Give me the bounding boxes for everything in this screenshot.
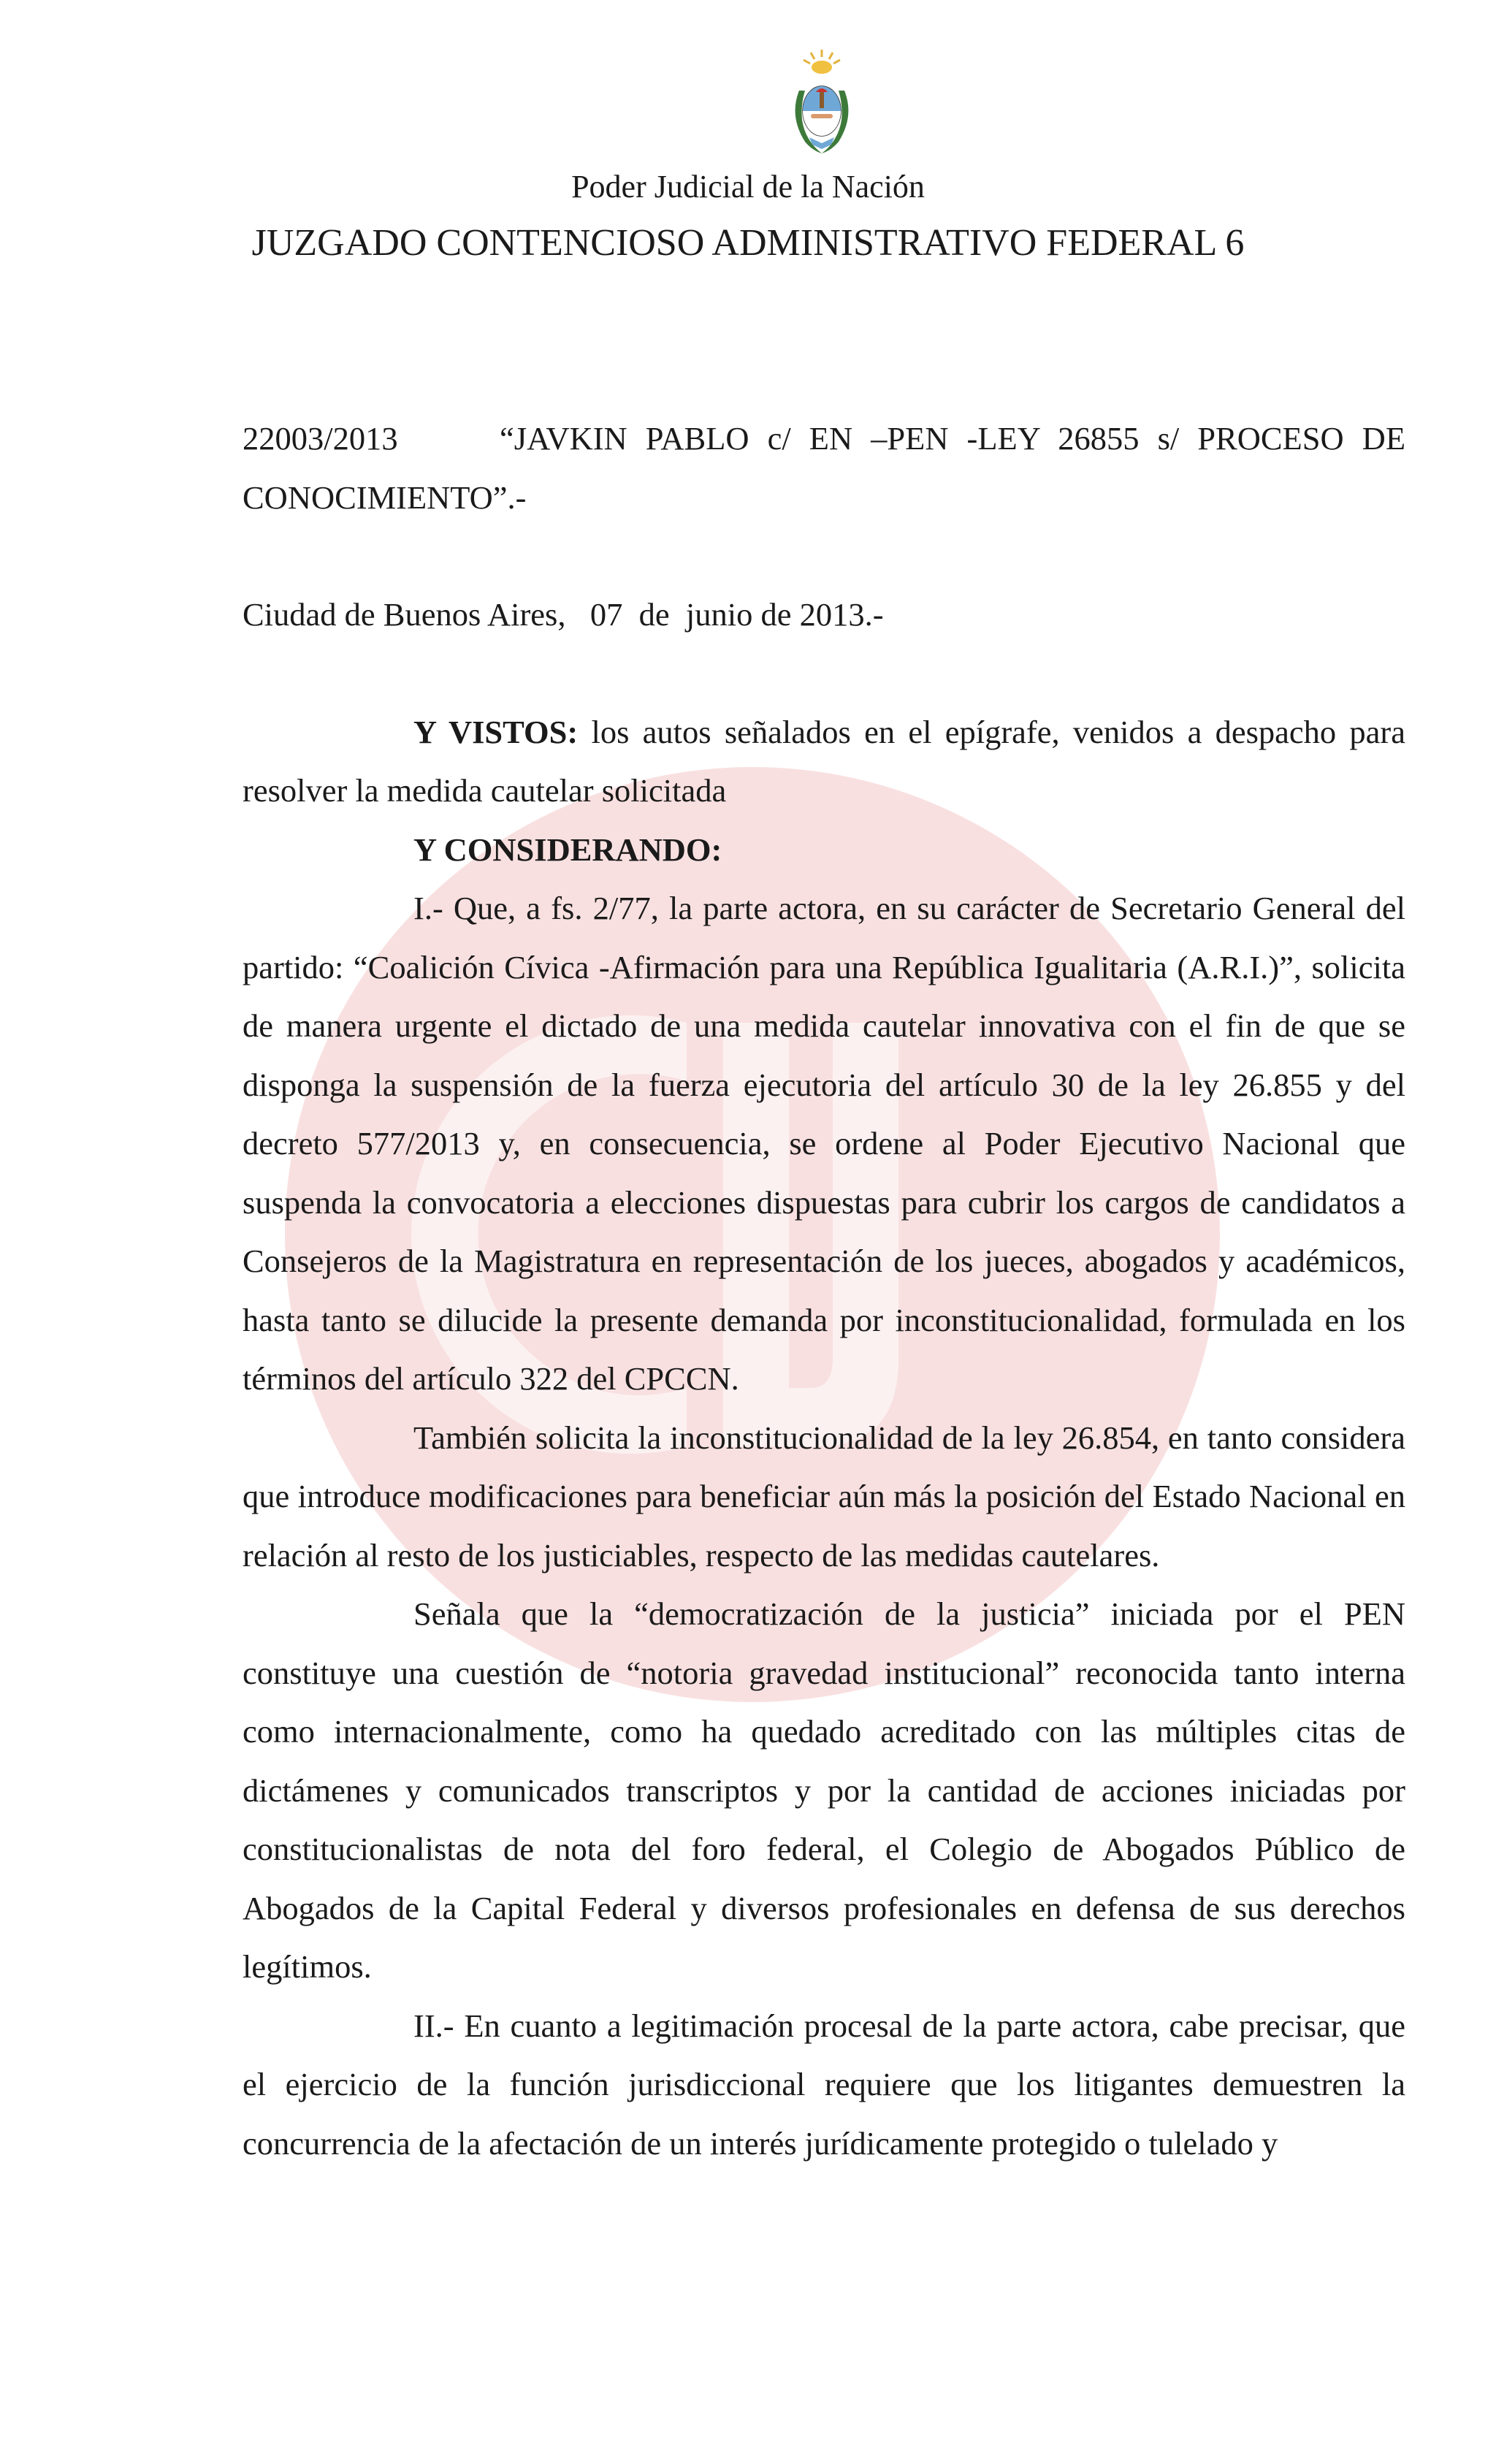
court-heading: JUZGADO CONTENCIOSO ADMINISTRATIVO FEDERAL 6 [251,222,1245,264]
case-title-line2: CONOCIMIENTO”.- [243,478,527,516]
vistos-paragraph [243,703,1405,820]
considerando-label: Y CONSIDERANDO: [413,831,722,868]
coat-of-arms-icon [783,47,860,158]
date-de: de [638,596,670,633]
paragraph-2: También solicita la inconstitucionalidad de la ley 26.854, en tanto considera que introduce modificaciones para beneficiar aún más la posición del Estado Nacional en relación al resto de los justiciables, respecto de las medidas cautelares. [243,1419,1405,1574]
vistos-text: los autos señalados en el epígrafe, venidos a despacho para resolver la medida cautelar solicitada [243,713,1405,809]
date-city: Ciudad de Buenos Aires, [243,596,566,633]
document-body [243,409,1405,2173]
case-caption [243,409,1405,468]
considerando-heading [243,820,1405,880]
paragraph-4: II.- En cuanto a legitimación procesal de la parte actora, cabe precisar, que el ejercicio de la función jurisdiccional requiere que los litigantes demuestren la concurrencia de la afectación de un interés jurídicamente protegido o tulelado y [243,2007,1405,2162]
vistos-label: Y VISTOS: [413,713,579,750]
institution-heading: Poder Judicial de la Nación [571,169,925,205]
date-line [243,585,1405,644]
case-number: 22003/2013 [243,420,398,457]
paragraph-1: I.- Que, a fs. 2/77, la parte actora, en su carácter de Secretario General del partido: “Coalición Cívica -Afirmación para una República Igualitaria (A.R.I.)”, solicita de manera urgente el dictado de una medida cautelar innovativa con el fin de que se disponga la suspensión de la fuerza ejecutoria del artículo 30 de la ley 26.855 y del decreto 577/2013 y, en consecuencia, se ordene al Poder Ejecutivo Nacional que suspenda la convocatoria a elecciones dispuestas para cubrir los cargos de candidatos a Consejeros de la Magistratura en representación de los jueces, abogados y académicos, hasta tanto se dilucide la presente demanda por inconstitucionalidad, formulada en los términos del artículo 322 del CPCCN. [243,890,1405,1397]
date-rest: junio de 2013.- [685,596,884,633]
paragraph-3: Señala que la “democratización de la justicia” iniciada por el PEN constituye una cuestión de “notoria gravedad institucional” reconocida tanto interna como internacionalmente, como ha quedado acreditado con las múltiples citas de dictámenes y comunicados transcriptos y por la cantidad de acciones iniciadas por constitucionalistas de nota del foro federal, el Colegio de Abogados Público de Abogados de la Capital Federal y diversos profesionales en defensa de sus derechos legítimos. [243,1595,1405,1985]
date-day: 07 [589,596,623,633]
case-title-line1: “JAVKIN PABLO c/ EN –PEN -LEY 26855 s/ PROCESO DE [500,420,1405,457]
